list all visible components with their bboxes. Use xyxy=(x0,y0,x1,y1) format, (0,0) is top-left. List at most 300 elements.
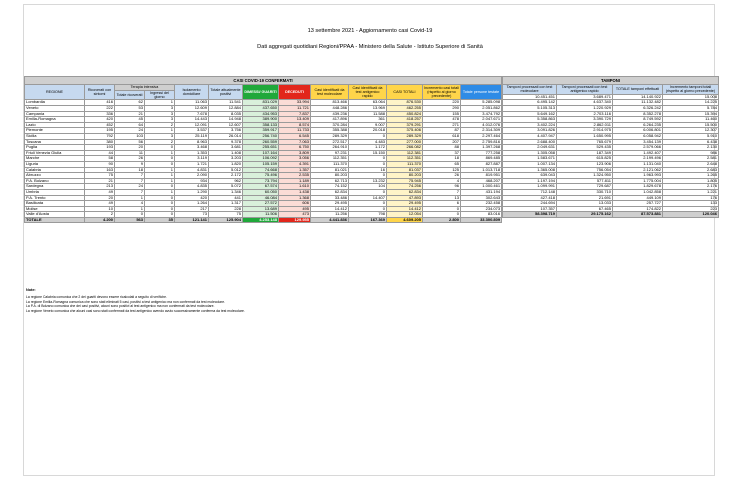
table-cell: 257.727 xyxy=(613,201,663,207)
table-cell: 0 xyxy=(145,201,175,207)
table-cell: 80.203 xyxy=(311,173,349,179)
notes-title: Note: xyxy=(26,288,36,292)
table-cell: 260.559 xyxy=(243,139,279,145)
note-line: La regione Emilia-Romagna comunica che sono stati eliminati 5 casi, positivi a test antigenico ma non confermati da test molecolare. xyxy=(26,299,226,304)
table-cell: 18 xyxy=(115,167,145,173)
table-cell: 264.910 xyxy=(311,145,349,151)
table-cell: 1.220.929 xyxy=(557,106,613,112)
table-cell: 0 xyxy=(145,156,175,162)
table-cell: 12.091 xyxy=(175,122,209,128)
table-cell: 1.265 xyxy=(663,173,719,179)
table-cell: 14.948 xyxy=(209,117,243,123)
table-cell: 437.650 xyxy=(243,106,279,112)
table-cell: 3.689.471 xyxy=(557,94,613,100)
table-cell: 49 xyxy=(85,189,115,195)
table-cell: 2.130 xyxy=(663,145,719,151)
table-cell: 21 xyxy=(115,111,145,117)
table-cell: 3.056 xyxy=(279,156,311,162)
table-cell: 6.058.942 xyxy=(613,133,663,139)
table-cell: 33.994 xyxy=(279,100,311,106)
table-cell: 111.370 xyxy=(311,161,349,167)
table-cell: 8.749.592 xyxy=(613,117,663,123)
table-cell: 7.678 xyxy=(175,111,209,117)
table-cell: 1.221 xyxy=(663,189,719,195)
table-cell: 2 xyxy=(145,139,175,145)
col-totale-ricoverati: Totale ricoverati xyxy=(115,90,145,100)
table-cell: 1.610 xyxy=(279,184,311,190)
table-cell: 64 xyxy=(115,122,145,128)
table-cell: 26.014 xyxy=(209,133,243,139)
table-cell: 37 xyxy=(423,150,461,156)
col-attualmente-positivi: Totale attualmente positivi xyxy=(209,85,243,100)
table-cell: 478 xyxy=(423,117,461,123)
table-cell: 4.407.947 xyxy=(503,133,557,139)
table-cell: 606 xyxy=(279,201,311,207)
table-cell: 2.090 xyxy=(175,173,209,179)
table-cell: 74.668 xyxy=(243,167,279,173)
table-cell: 0 xyxy=(423,206,461,212)
table-cell: 1.042.858 xyxy=(613,189,663,195)
table-cell: 1.324.950 xyxy=(557,173,613,179)
table-cell: 5.285.098 xyxy=(461,100,502,106)
totals-cell: 129.955 xyxy=(279,217,311,223)
region-name-cell: Veneto xyxy=(25,106,85,112)
col-isolamento: Isolamento domiciliare xyxy=(175,85,209,100)
tamponi-band: TAMPONI xyxy=(503,77,719,85)
table-cell: 2.047.671 xyxy=(461,117,502,123)
table-cell: 1 xyxy=(145,128,175,134)
table-cell: 359.917 xyxy=(243,128,279,134)
table-cell: 13.033 xyxy=(557,201,613,207)
table-cell: 5.910 xyxy=(663,133,719,139)
table-cell: 33.486 xyxy=(311,195,349,201)
table-cell: 1 xyxy=(115,195,145,201)
region-name-cell: Abruzzo xyxy=(25,173,85,179)
table-cell: 5.784 xyxy=(663,106,719,112)
table-cell: 2.703.116 xyxy=(557,111,613,117)
table-cell: 1.805 xyxy=(663,178,719,184)
table-cell: 5.072 xyxy=(209,184,243,190)
table-cell: 1.000.461 xyxy=(461,184,502,190)
region-name-cell: Liguria xyxy=(25,161,85,167)
table-cell: 819.951 xyxy=(461,173,502,179)
table-cell: 417.896 xyxy=(311,117,349,123)
table-cell: 10.451.451 xyxy=(503,94,557,100)
table-cell: 104 xyxy=(349,184,387,190)
table-cell: 2.176 xyxy=(663,184,719,190)
table-cell: 195 xyxy=(85,128,115,134)
table-cell: 6.326.242 xyxy=(613,106,663,112)
table-cell: 6.438 xyxy=(663,139,719,145)
table-cell: 0 xyxy=(349,206,387,212)
terapia-intensiva-group: Terapia intensiva xyxy=(115,85,175,91)
region-name-cell: Campania xyxy=(25,111,85,117)
table-cell: 7.837 xyxy=(279,111,311,117)
totals-label: TOTALE xyxy=(25,217,85,223)
table-cell: 3.119 xyxy=(175,156,209,162)
col-deceduti: DECEDUTI xyxy=(279,85,311,100)
table-cell: 1.829.678 xyxy=(613,184,663,190)
table-cell: 3.468 xyxy=(175,145,209,151)
table-cell: 1.583.671 xyxy=(503,156,557,162)
table-cell: 1.492.407 xyxy=(613,150,663,156)
table-cell: 133 xyxy=(663,201,719,207)
totals-cell: 35 xyxy=(145,217,175,223)
table-cell: 380 xyxy=(85,139,115,145)
table-cell: 11.733 xyxy=(279,128,311,134)
totals-row xyxy=(25,217,502,223)
table-cell: 163 xyxy=(85,167,115,173)
table-cell: 9.378 xyxy=(209,139,243,145)
casi-confermati-table xyxy=(24,76,502,223)
table-cell: 12.607 xyxy=(209,122,243,128)
table-cell: 244.694 xyxy=(503,201,557,207)
table-cell: 14.412 xyxy=(387,206,423,212)
table-cell: 3 xyxy=(145,106,175,112)
table-cell: 8.352.278 xyxy=(613,111,663,117)
table-cell: 7 xyxy=(115,173,145,179)
table-cell: 15.150 xyxy=(349,150,387,156)
table-cell: 255.651 xyxy=(243,145,279,151)
table-cell: 20.018 xyxy=(349,128,387,134)
table-cell: 358.133 xyxy=(243,122,279,128)
col-tamponi-molecolare: Tamponi processati con test molecolare xyxy=(503,85,557,95)
region-name-cell: Marche xyxy=(25,156,85,162)
table-cell: 1.365.008 xyxy=(503,167,557,173)
table-cell: 53 xyxy=(115,106,145,112)
table-cell: 462.255 xyxy=(387,106,423,112)
table-cell: 3.390.729 xyxy=(557,117,613,123)
table-cell: 222 xyxy=(85,106,115,112)
table-cell: 379.291 xyxy=(387,122,423,128)
table-cell: 336 xyxy=(85,111,115,117)
table-cell: 473 xyxy=(279,212,311,218)
table-cell: 105.159 xyxy=(243,161,279,167)
table-cell: 13.689 xyxy=(243,206,279,212)
table-cell: 615.825 xyxy=(557,156,613,162)
table-cell: 74.256 xyxy=(387,184,423,190)
table-cell: 2.579.066 xyxy=(613,145,663,151)
table-cell: 6.545 xyxy=(279,133,311,139)
table-cell: 58 xyxy=(85,156,115,162)
table-cell: 2.914.975 xyxy=(557,128,613,134)
table-cell: 27.572 xyxy=(243,201,279,207)
table-cell: 90 xyxy=(85,161,115,167)
table-cell: 97.231 xyxy=(311,150,349,156)
table-cell: 0 xyxy=(145,206,175,212)
table-cell: 11.063 xyxy=(175,100,209,106)
table-cell: 0 xyxy=(349,161,387,167)
table-cell: 6 xyxy=(423,201,461,207)
totals-cell: 58.398.719 xyxy=(503,212,557,218)
table-cell: 777.258 xyxy=(461,150,502,156)
table-cell: 2.535 xyxy=(279,173,311,179)
table-cell: 45 xyxy=(115,117,145,123)
table-cell: 112.351 xyxy=(387,156,423,162)
totals-cell: 125.904 xyxy=(209,217,243,223)
table-cell: 62 xyxy=(115,100,145,106)
table-cell: 831.029 xyxy=(243,100,279,106)
table-cell: 277.000 xyxy=(387,139,423,145)
table-cell: 1.264 xyxy=(175,201,209,207)
table-cell: 62.834 xyxy=(387,189,423,195)
table-cell: 88 xyxy=(423,145,461,151)
table-cell: 434.953 xyxy=(243,111,279,117)
table-cell: 266.082 xyxy=(387,145,423,151)
table-cell: 639.043 xyxy=(503,173,557,179)
table-cell: 729.687 xyxy=(557,184,613,190)
table-cell: 44 xyxy=(85,150,115,156)
table-cell: 7 xyxy=(423,189,461,195)
table-cell: 12.609 xyxy=(175,106,209,112)
table-cell: 6.750 xyxy=(279,145,311,151)
table-cell: 1.197.194 xyxy=(503,178,557,184)
table-cell: 577.811 xyxy=(557,178,613,184)
table-cell: 83.016 xyxy=(461,212,502,218)
table-cell: 468.207 xyxy=(461,178,502,184)
totals-cell: 120.046 xyxy=(663,212,719,218)
table-cell: 193 xyxy=(85,145,115,151)
table-cell: 1.963.993 xyxy=(613,173,663,179)
table-cell: 123.906 xyxy=(557,161,613,167)
table-cell: 1.131.040 xyxy=(613,161,663,167)
table-cell: 1.368 xyxy=(279,195,311,201)
table-cell: 4.483 xyxy=(349,139,387,145)
table-cell: 3.681 xyxy=(209,145,243,151)
table-cell: 81.037 xyxy=(387,167,423,173)
table-cell: 217 xyxy=(175,206,209,212)
table-cell: 2.581 xyxy=(663,156,719,162)
table-cell: 29.495 xyxy=(311,201,349,207)
table-cell: 2.648 xyxy=(663,161,719,167)
table-cell: 207 xyxy=(423,139,461,145)
table-cell: 21.691 xyxy=(557,195,613,201)
region-name-cell: Sicilia xyxy=(25,133,85,139)
table-cell: 3 xyxy=(145,111,175,117)
region-name-cell: Piemonte xyxy=(25,128,85,134)
table-cell: 431.194 xyxy=(461,189,502,195)
col-tamponi-incremento: Incremento tamponi totali (rispetto al giorno precedente) xyxy=(663,85,719,95)
table-cell: 14.140.922 xyxy=(613,94,663,100)
table-cell: 73.794 xyxy=(243,178,279,184)
table-cell: 20 xyxy=(115,145,145,151)
table-cell: 213 xyxy=(85,184,115,190)
totals-cell: 2.800 xyxy=(423,217,461,223)
table-cell: 47.893 xyxy=(387,195,423,201)
table-cell: 420 xyxy=(85,117,115,123)
table-cell: 1.172 xyxy=(349,145,387,151)
table-cell: 125 xyxy=(423,167,461,173)
region-name-cell: Umbria xyxy=(25,189,85,195)
table-cell: 3 xyxy=(145,133,175,139)
table-cell: 3.537 xyxy=(175,128,209,134)
table-cell: 4 xyxy=(423,178,461,184)
col-test-molecolare: Casi identificati da test molecolare xyxy=(311,85,349,100)
table-cell: 75 xyxy=(85,173,115,179)
table-cell: 15.500 xyxy=(663,122,719,128)
table-cell: 2.688.400 xyxy=(503,139,557,145)
region-name-cell: Valle d'Aosta xyxy=(25,212,85,218)
table-cell: 962 xyxy=(209,178,243,184)
document-title: 13 settembre 2021 - Aggiornamento casi Covid-19 xyxy=(307,28,433,34)
table-cell: 73 xyxy=(175,212,209,218)
table-cell: 24 xyxy=(115,184,145,190)
table-cell: 0 xyxy=(349,133,387,139)
table-cell: 0 xyxy=(423,212,461,218)
table-cell: 798 xyxy=(349,212,387,218)
table-cell: 62.713 xyxy=(311,178,349,184)
table-cell: 1.305.058 xyxy=(503,150,557,156)
table-cell: 0 xyxy=(145,161,175,167)
table-cell: 3.756 xyxy=(209,128,243,134)
table-cell: 5.012 xyxy=(209,167,243,173)
document-subtitle: Dati aggregati quotidiani Regioni/PPAA - Ministero della Salute - Istituto Superiore di Sanità xyxy=(257,44,483,50)
table-cell: 1.007.134 xyxy=(503,161,557,167)
totals-cell: 87.573.881 xyxy=(613,212,663,218)
table-cell: 65 xyxy=(423,161,461,167)
table-cell: 8.574 xyxy=(279,122,311,128)
table-cell: 11.506 xyxy=(243,212,279,218)
table-cell: 2.862.011 xyxy=(557,122,613,128)
table-cell: 9 xyxy=(115,161,145,167)
table-cell: 26 xyxy=(115,156,145,162)
totals-cell: 121.141 xyxy=(175,217,209,223)
table-cell: 174.822 xyxy=(613,206,663,212)
table-cell: 13.969 xyxy=(349,106,387,112)
table-cell: 112.381 xyxy=(387,150,423,156)
note-line: La P.A. di Bolzano comunica che dei casi positivi, alcuni sono positivi al test antigenico ma non confermati da test molecolare. xyxy=(26,304,215,309)
table-cell: 7.063 xyxy=(279,139,311,145)
totals-cell: 167.369 xyxy=(349,217,387,223)
table-cell: 355.388 xyxy=(311,128,349,134)
note-line: La regione Calabria comunica che 2 dei guariti devono essere ricalcolati a seguito di verifiche. xyxy=(26,295,167,300)
totals-cell: 4.253.148 xyxy=(243,217,279,223)
table-cell: 80.203 xyxy=(387,173,423,179)
table-cell: 187.349 xyxy=(557,150,613,156)
table-cell: 26 xyxy=(423,173,461,179)
table-cell: 1.820 xyxy=(209,161,243,167)
region-name-cell: Lazio xyxy=(25,122,85,128)
region-name-cell: Molise xyxy=(25,206,85,212)
table-cell: 67.465 xyxy=(557,206,613,212)
table-cell: 13.409 xyxy=(279,117,311,123)
table-cell: 0 xyxy=(349,189,387,195)
table-cell: 155 xyxy=(423,111,461,117)
table-cell: 827.887 xyxy=(461,161,502,167)
table-cell: 2.199.496 xyxy=(613,156,663,162)
region-name-cell: Calabria xyxy=(25,167,85,173)
table-cell: 11.460 xyxy=(663,117,719,123)
table-cell: 2.759.816 xyxy=(461,139,502,145)
table-cell: 813.466 xyxy=(311,100,349,106)
table-cell: 176 xyxy=(663,195,719,201)
table-cell: 2.121.062 xyxy=(613,167,663,173)
col-regione: REGIONE xyxy=(25,85,85,100)
table-cell: 1.408 xyxy=(209,150,243,156)
table-cell: 25.119 xyxy=(175,133,209,139)
table-cell: 256.740 xyxy=(243,133,279,139)
table-cell: 8.963 xyxy=(175,139,209,145)
table-cell: 2.314.309 xyxy=(461,128,502,134)
table-cell: 3.474.792 xyxy=(461,111,502,117)
table-cell: 330.710 xyxy=(557,189,613,195)
table-cell: 0 xyxy=(145,184,175,190)
table-cell: 75.496 xyxy=(243,173,279,179)
table-cell: 0 xyxy=(145,145,175,151)
table-cell: 234.073 xyxy=(461,206,502,212)
table-cell: 11 xyxy=(115,150,145,156)
col-incremento-casi: Incremento casi totali (rispetto al giorno precedente) xyxy=(424,85,459,99)
table-cell: 2.172 xyxy=(209,173,243,179)
table-cell: 1 xyxy=(145,189,175,195)
table-cell: 1.721 xyxy=(175,161,209,167)
table-cell: 1 xyxy=(145,100,175,106)
table-cell: 1.346 xyxy=(209,189,243,195)
table-cell: 3.454.139 xyxy=(613,139,663,145)
table-cell: 290 xyxy=(423,106,461,112)
table-cell: 75 xyxy=(209,212,243,218)
region-name-cell: Basilicata xyxy=(25,201,85,207)
table-cell: 14.407 xyxy=(349,195,387,201)
region-name-cell: P.A. Trento xyxy=(25,195,85,201)
table-cell: 1 xyxy=(145,167,175,173)
table-cell: 3.091.826 xyxy=(503,128,557,134)
table-cell: 223 xyxy=(663,206,719,212)
col-casi-totali: CASI TOTALI xyxy=(387,85,423,100)
table-cell: 13.232 xyxy=(349,178,387,184)
table-cell: 7 xyxy=(115,189,145,195)
totals-cell: 4.609.205 xyxy=(387,217,423,223)
table-cell: 389.900 xyxy=(243,117,279,123)
table-cell: 4.012.076 xyxy=(461,122,502,128)
table-cell: 986 xyxy=(663,150,719,156)
table-cell: 0 xyxy=(349,156,387,162)
table-cell: 1.357 xyxy=(279,167,311,173)
table-cell: 416 xyxy=(85,100,115,106)
table-cell: 107.357 xyxy=(503,206,557,212)
table-cell: 1.189 xyxy=(279,178,311,184)
table-cell: 0 xyxy=(145,195,175,201)
table-cell: 20 xyxy=(85,195,115,201)
table-cell: 1.650.995 xyxy=(557,133,613,139)
table-cell: 106.092 xyxy=(243,156,279,162)
table-cell: 220 xyxy=(423,100,461,106)
table-cell: 75.945 xyxy=(387,178,423,184)
table-cell: 5.649.162 xyxy=(503,111,557,117)
table-cell: 11.541 xyxy=(209,100,243,106)
table-cell: 1.775.004 xyxy=(613,178,663,184)
table-cell: 21 xyxy=(85,178,115,184)
table-cell: 62.834 xyxy=(311,189,349,195)
table-cell: 9.007 xyxy=(349,122,387,128)
table-cell: 449.109 xyxy=(613,195,663,201)
table-cell: 361 xyxy=(349,117,387,123)
totals-cell: 4.200 xyxy=(85,217,115,223)
table-cell: 5.105.313 xyxy=(503,106,557,112)
document-frame xyxy=(23,4,715,476)
table-cell: 29.495 xyxy=(387,201,423,207)
col-test-antigenico: Casi identificati da test antigenico rapido xyxy=(349,85,387,100)
table-cell: 765.679 xyxy=(557,139,613,145)
table-cell: 1 xyxy=(145,150,175,156)
table-cell: 12.307 xyxy=(663,128,719,134)
region-name-cell: Emilia-Romagna xyxy=(25,117,85,123)
table-cell: 18 xyxy=(423,156,461,162)
region-name-cell: Sardegna xyxy=(25,184,85,190)
table-cell: 63.064 xyxy=(349,100,387,106)
table-cell: 2.049.631 xyxy=(503,145,557,151)
region-name-cell: Friuli Venezia Giulia xyxy=(25,150,85,156)
